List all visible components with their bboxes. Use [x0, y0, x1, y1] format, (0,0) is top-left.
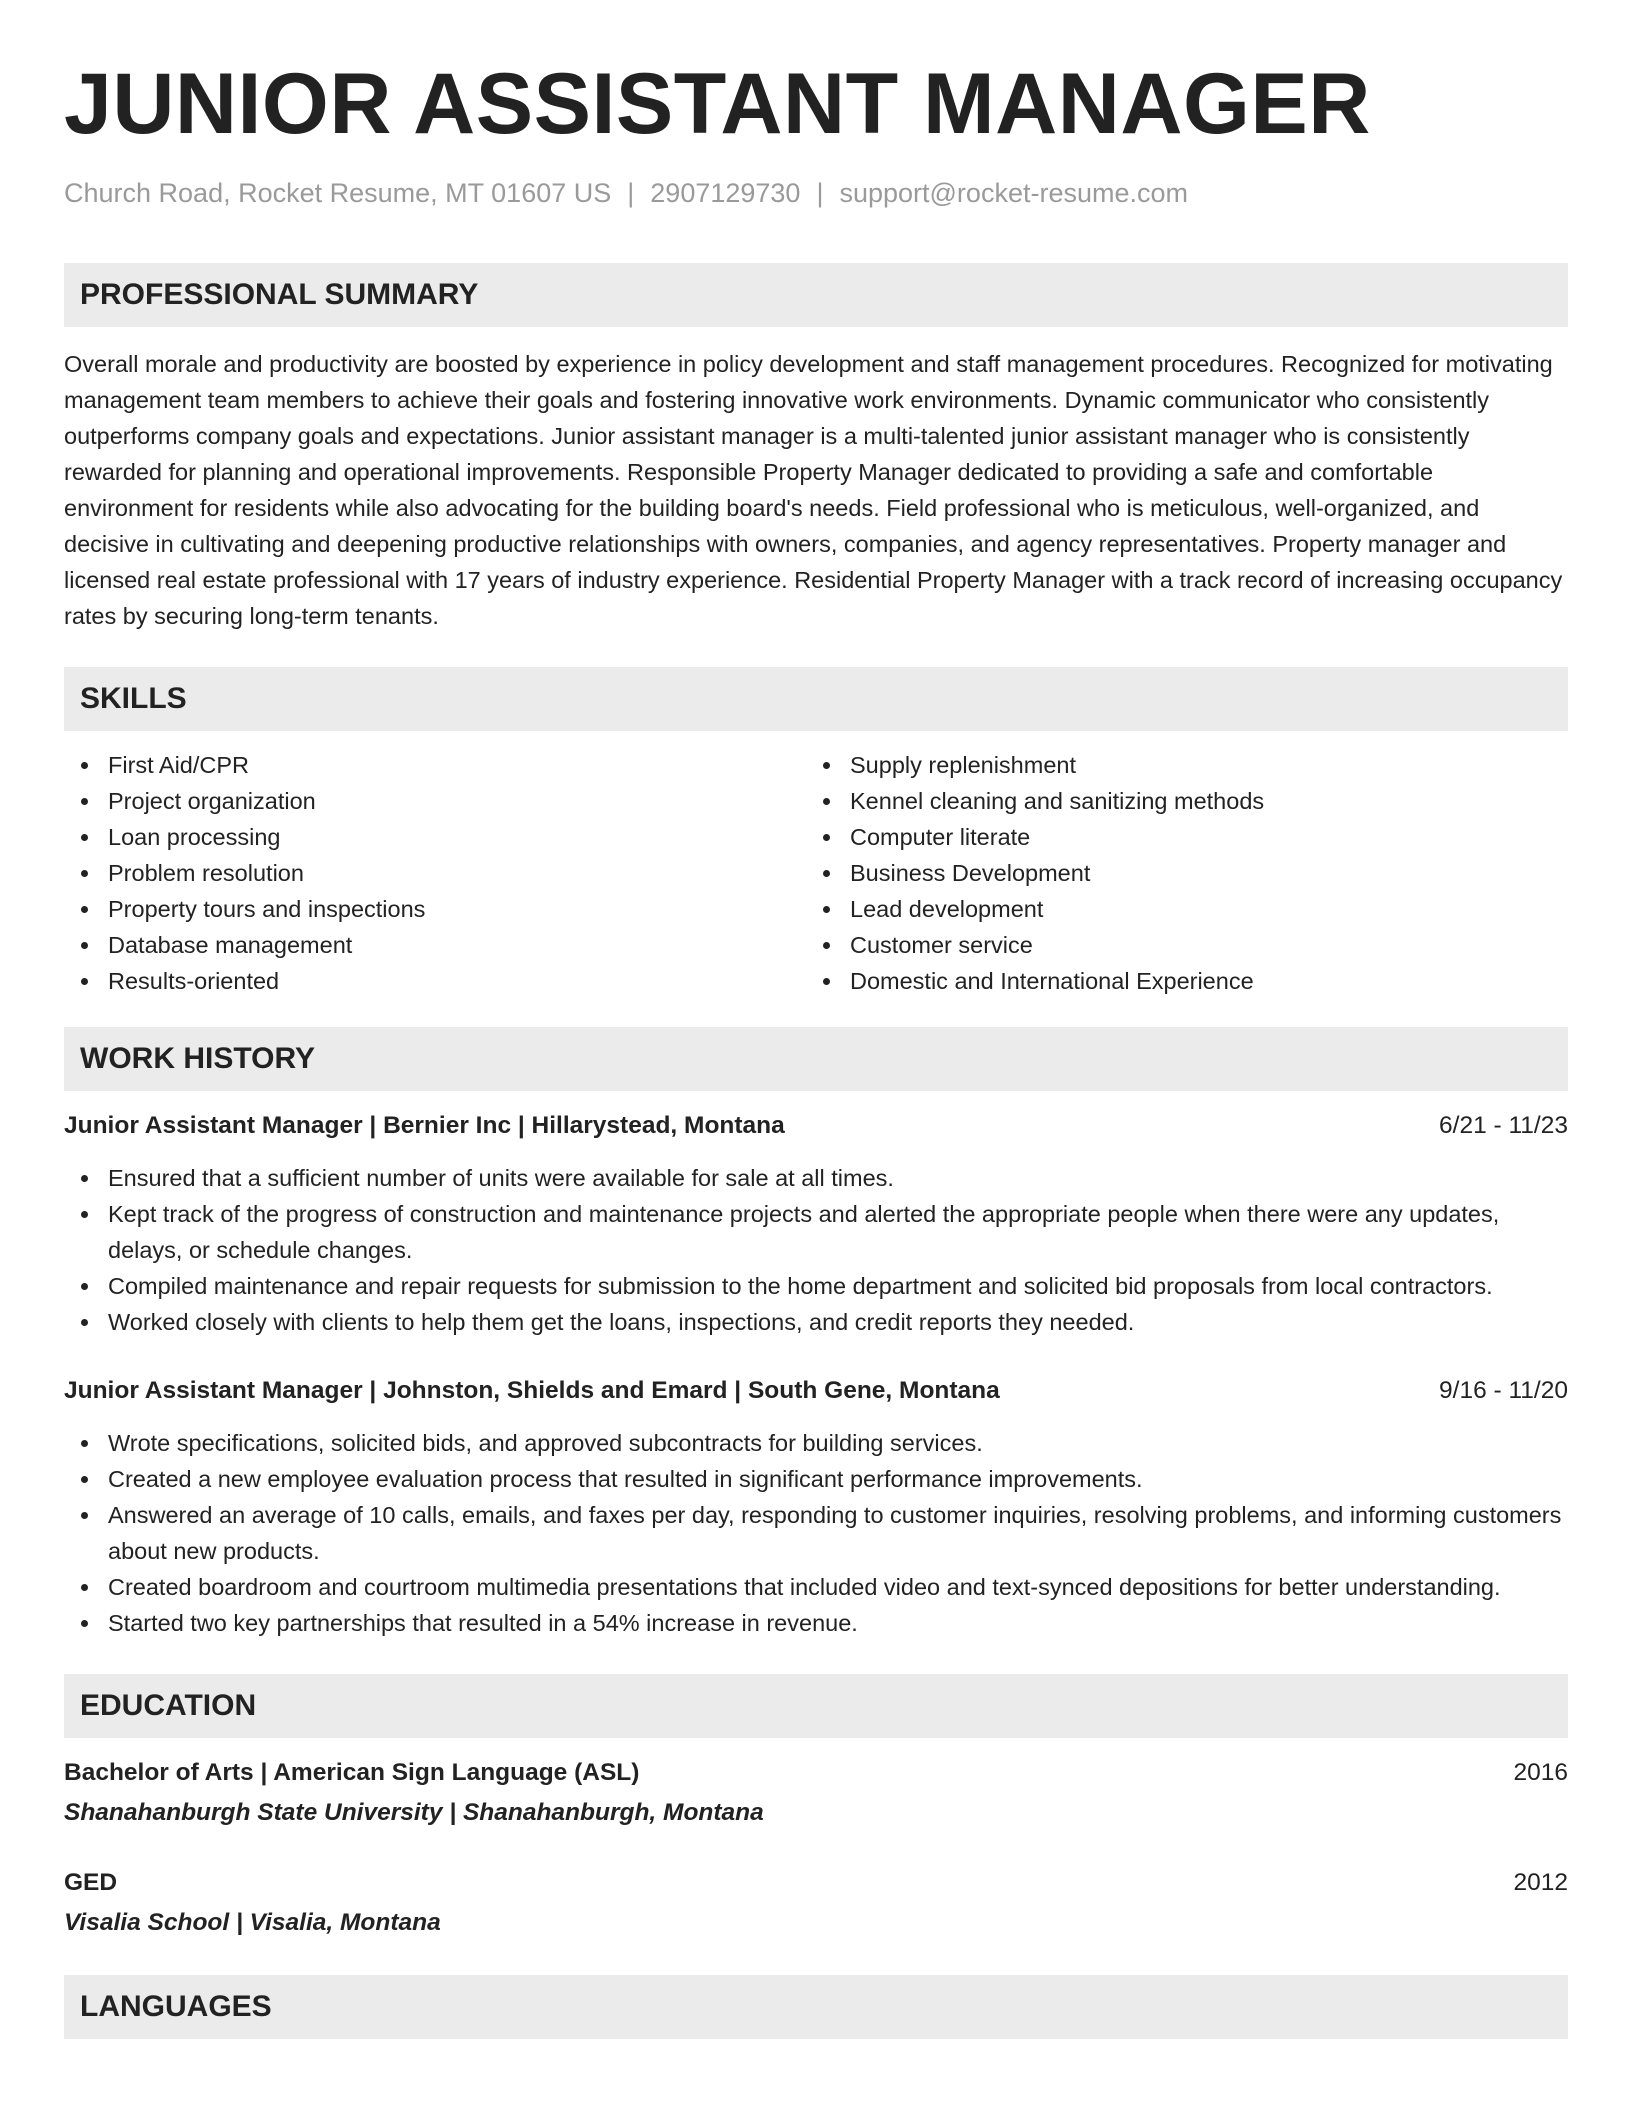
- job-dates: 9/16 - 11/20: [1439, 1377, 1568, 1404]
- job-bullet: Compiled maintenance and repair requests for submission to the home department and solicited bid proposals from local contractors.: [64, 1268, 1568, 1304]
- skill-item: Supply replenishment: [806, 747, 1566, 783]
- candidate-name: JUNIOR ASSISTANT MANAGER: [64, 56, 1371, 152]
- contact-phone: 2907129730: [650, 178, 801, 208]
- contact-separator: |: [627, 178, 635, 208]
- summary-text: Overall morale and productivity are boosted by experience in policy development and staff management procedures. Recognized for motivating management team members to achieve their goals and fostering innovative work environments. Dynamic communicator who consistently outperforms company goals and expectations. Junior assistant manager is a multi-talented junior assistant manager who is consistently rewarded for planning and operational improvements. Responsible Property Manager dedicated to providing a safe and comfortable environment for residents while also advocating for the building board's needs. Field professional who is meticulous, well-organized, and decisive in cultivating and deepening productive relationships with owners, companies, and agency representatives. Property manager and licensed real estate professional with 17 years of industry experience. Residential Property Manager with a track record of increasing occupancy rates by securing long-term tenants.: [64, 351, 1563, 629]
- job-header: [64, 1373, 1568, 1409]
- skill-item: Business Development: [806, 855, 1566, 891]
- job-dates: 6/21 - 11/23: [1439, 1112, 1568, 1139]
- job-bullets: [64, 1160, 1568, 1340]
- skills-column-right: [806, 747, 1566, 999]
- skills-column-left: [64, 747, 806, 999]
- skill-item: Problem resolution: [64, 855, 806, 891]
- skill-item: Lead development: [806, 891, 1566, 927]
- education-degree: GED: [64, 1869, 118, 1896]
- contact-separator: |: [816, 178, 824, 208]
- skill-item: First Aid/CPR: [64, 747, 806, 783]
- section-heading-summary: PROFESSIONAL SUMMARY: [64, 263, 1568, 327]
- skill-item: Kennel cleaning and sanitizing methods: [806, 783, 1566, 819]
- job-bullet: Created boardroom and courtroom multimedia presentations that included video and text-synced depositions for better understanding.: [64, 1569, 1568, 1605]
- job-bullet: Wrote specifications, solicited bids, and approved subcontracts for building services.: [64, 1425, 1568, 1461]
- job-bullet: Created a new employee evaluation process that resulted in significant performance improvements.: [64, 1461, 1568, 1497]
- skill-item: Database management: [64, 927, 806, 963]
- contact-line: [64, 176, 1568, 210]
- job-bullet: Answered an average of 10 calls, emails, and faxes per day, responding to customer inquiries, resolving problems, and informing customers about new products.: [64, 1497, 1568, 1569]
- education-school: Shanahanburgh State University | Shanahanburgh, Montana: [64, 1799, 764, 1826]
- job-bullet: Ensured that a sufficient number of units were available for sale at all times.: [64, 1160, 1568, 1196]
- skill-item: Computer literate: [806, 819, 1566, 855]
- skills-list: [64, 747, 1568, 999]
- job-bullet: Worked closely with clients to help them get the loans, inspections, and credit reports they needed.: [64, 1304, 1568, 1340]
- job-title: Junior Assistant Manager | Johnston, Shields and Emard | South Gene, Montana: [64, 1377, 1000, 1404]
- education-year: 2016: [1513, 1759, 1568, 1786]
- skill-item: Results-oriented: [64, 963, 806, 999]
- section-heading-work-history: WORK HISTORY: [64, 1027, 1568, 1091]
- education-degree: Bachelor of Arts | American Sign Language (ASL): [64, 1759, 640, 1786]
- education-header: [64, 1865, 1568, 1901]
- education-header: [64, 1755, 1568, 1791]
- job-title: Junior Assistant Manager | Bernier Inc | Hillarystead, Montana: [64, 1112, 785, 1139]
- skill-item: Loan processing: [64, 819, 806, 855]
- job-bullet: Kept track of the progress of construction and maintenance projects and alerted the appropriate people when there were any updates, delays, or schedule changes.: [64, 1196, 1568, 1268]
- skill-item: Project organization: [64, 783, 806, 819]
- skill-item: Property tours and inspections: [64, 891, 806, 927]
- job-bullet: Started two key partnerships that resulted in a 54% increase in revenue.: [64, 1605, 1568, 1641]
- contact-email: support@rocket-resume.com: [839, 178, 1188, 208]
- contact-address: Church Road, Rocket Resume, MT 01607 US: [64, 178, 612, 208]
- education-year: 2012: [1513, 1869, 1568, 1896]
- skill-item: Domestic and International Experience: [806, 963, 1566, 999]
- skill-item: Customer service: [806, 927, 1566, 963]
- section-heading-languages: LANGUAGES: [64, 1975, 1568, 2039]
- job-header: [64, 1108, 1568, 1144]
- job-bullets: [64, 1425, 1568, 1641]
- section-heading-skills: SKILLS: [64, 667, 1568, 731]
- education-school: Visalia School | Visalia, Montana: [64, 1909, 441, 1936]
- section-heading-education: EDUCATION: [64, 1674, 1568, 1738]
